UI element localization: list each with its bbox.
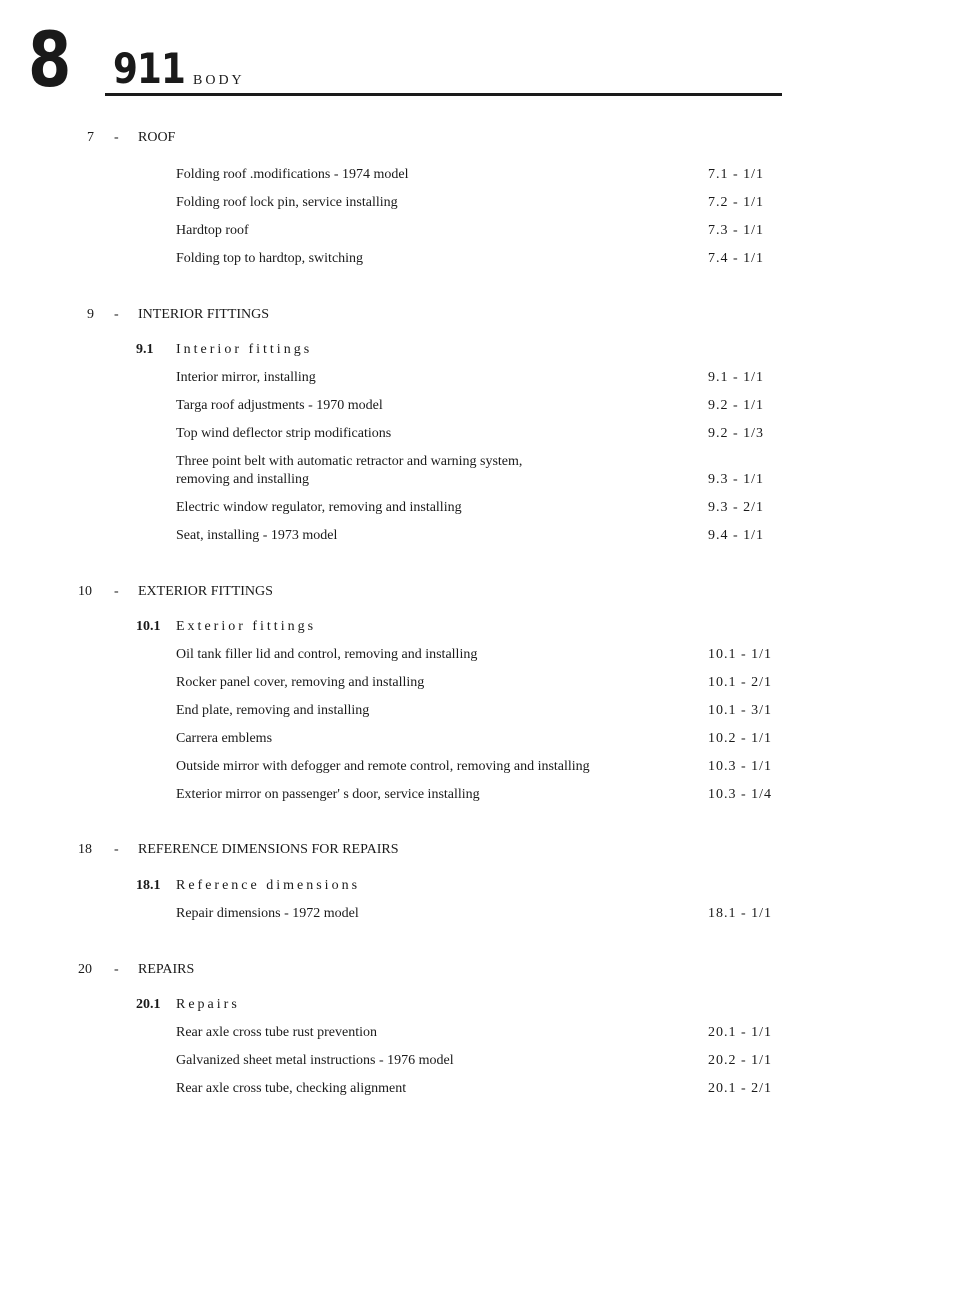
- subsection-title: Exterior fittings: [176, 619, 317, 634]
- chapter-title: ROOF: [138, 130, 176, 145]
- toc-entry: [0, 221, 960, 241]
- entry-text-continued: removing and installing: [176, 472, 309, 487]
- entry-text: Outside mirror with defogger and remote control, removing and installing: [176, 759, 590, 774]
- subsection-heading: [0, 995, 960, 1015]
- subsection-number: 20.1: [136, 997, 161, 1012]
- entry-text: Seat, installing - 1973 model: [176, 528, 338, 543]
- toc-entry: [0, 785, 960, 805]
- separator-dash: -: [114, 584, 119, 599]
- separator-dash: -: [114, 130, 119, 145]
- toc-entry: [0, 249, 960, 269]
- separator-dash: -: [114, 962, 119, 977]
- toc-entry: [0, 396, 960, 416]
- entry-ref: 20.1 - 1/1: [708, 1025, 773, 1040]
- toc-entry: [0, 729, 960, 749]
- chapter-number: 9: [87, 307, 94, 322]
- entry-text: Repair dimensions - 1972 model: [176, 906, 359, 921]
- model-label: 911: [113, 44, 185, 93]
- toc-entry: [0, 526, 960, 546]
- entry-ref: 7.4 - 1/1: [708, 251, 765, 266]
- entry-text: Electric window regulator, removing and installing: [176, 500, 462, 515]
- subsection-heading: [0, 340, 960, 360]
- entry-ref: 9.1 - 1/1: [708, 370, 765, 385]
- chapter-heading: [0, 582, 960, 602]
- entry-text: Three point belt with automatic retractor and warning system,: [176, 454, 523, 469]
- toc-entry: [0, 498, 960, 518]
- toc-entry-continued: [0, 470, 960, 490]
- toc-entry: [0, 1079, 960, 1099]
- section-title: BODY: [193, 73, 245, 88]
- entry-text: Top wind deflector strip modifications: [176, 426, 392, 441]
- entry-text: Galvanized sheet metal instructions - 1976 model: [176, 1053, 454, 1068]
- entry-text: Hardtop roof: [176, 223, 249, 238]
- separator-dash: -: [114, 307, 119, 322]
- entry-text: End plate, removing and installing: [176, 703, 370, 718]
- chapter-heading: [0, 305, 960, 325]
- entry-ref: 9.3 - 1/1: [708, 472, 765, 487]
- entry-text: Folding top to hardtop, switching: [176, 251, 364, 266]
- entry-text: Exterior mirror on passenger' s door, service installing: [176, 787, 480, 802]
- toc-entry: [0, 645, 960, 665]
- entry-ref: 7.3 - 1/1: [708, 223, 765, 238]
- entry-ref: 7.2 - 1/1: [708, 195, 765, 210]
- entry-text: Targa roof adjustments - 1970 model: [176, 398, 383, 413]
- entry-text: Interior mirror, installing: [176, 370, 316, 385]
- separator-dash: -: [114, 842, 119, 857]
- entry-ref: 10.3 - 1/4: [708, 787, 773, 802]
- subsection-heading: [0, 876, 960, 896]
- entry-ref: 10.3 - 1/1: [708, 759, 773, 774]
- chapter-title: INTERIOR FITTINGS: [138, 307, 270, 322]
- entry-ref: 10.2 - 1/1: [708, 731, 773, 746]
- chapter-title: REPAIRS: [138, 962, 195, 977]
- entry-ref: 9.3 - 2/1: [708, 500, 765, 515]
- entry-ref: 9.2 - 1/3: [708, 426, 765, 441]
- entry-text: Folding roof lock pin, service installing: [176, 195, 398, 210]
- subsection-number: 10.1: [136, 619, 161, 634]
- toc-entry: [0, 165, 960, 185]
- entry-ref: 10.1 - 1/1: [708, 647, 773, 662]
- chapter-number: 7: [87, 130, 94, 145]
- entry-ref: 10.1 - 2/1: [708, 675, 773, 690]
- entry-ref: 7.1 - 1/1: [708, 167, 765, 182]
- subsection-heading: [0, 617, 960, 637]
- toc-entry: [0, 904, 960, 924]
- entry-text: Rocker panel cover, removing and installing: [176, 675, 425, 690]
- chapter-number: 18: [78, 842, 92, 857]
- toc-entry: [0, 368, 960, 388]
- entry-ref: 20.2 - 1/1: [708, 1053, 773, 1068]
- subsection-title: Repairs: [176, 997, 240, 1012]
- chapter-number: 10: [78, 584, 92, 599]
- entry-ref: 18.1 - 1/1: [708, 906, 773, 921]
- toc-entry: [0, 701, 960, 721]
- entry-text: Carrera emblems: [176, 731, 273, 746]
- chapter-title: REFERENCE DIMENSIONS FOR REPAIRS: [138, 842, 399, 857]
- toc-entry: [0, 1051, 960, 1071]
- toc-entry: [0, 424, 960, 444]
- subsection-title: Interior fittings: [176, 342, 313, 357]
- chapter-number: 8: [28, 15, 70, 104]
- toc-entry: [0, 452, 960, 472]
- entry-ref: 9.2 - 1/1: [708, 398, 765, 413]
- chapter-number: 20: [78, 962, 92, 977]
- chapter-heading: [0, 128, 960, 148]
- chapter-heading: [0, 960, 960, 980]
- entry-text: Rear axle cross tube, checking alignment: [176, 1081, 407, 1096]
- toc-entry: [0, 193, 960, 213]
- subsection-number: 9.1: [136, 342, 154, 357]
- entry-ref: 20.1 - 2/1: [708, 1081, 773, 1096]
- subsection-number: 18.1: [136, 878, 161, 893]
- toc-entry: [0, 1023, 960, 1043]
- chapter-title: EXTERIOR FITTINGS: [138, 584, 273, 599]
- entry-text: Oil tank filler lid and control, removing and installing: [176, 647, 478, 662]
- toc-entry: [0, 673, 960, 693]
- chapter-heading: [0, 840, 960, 860]
- entry-ref: 10.1 - 3/1: [708, 703, 773, 718]
- toc-entry: [0, 757, 960, 777]
- entry-text: Folding roof .modifications - 1974 model: [176, 167, 409, 182]
- entry-text: Rear axle cross tube rust prevention: [176, 1025, 377, 1040]
- subsection-title: Reference dimensions: [176, 878, 361, 893]
- entry-ref: 9.4 - 1/1: [708, 528, 765, 543]
